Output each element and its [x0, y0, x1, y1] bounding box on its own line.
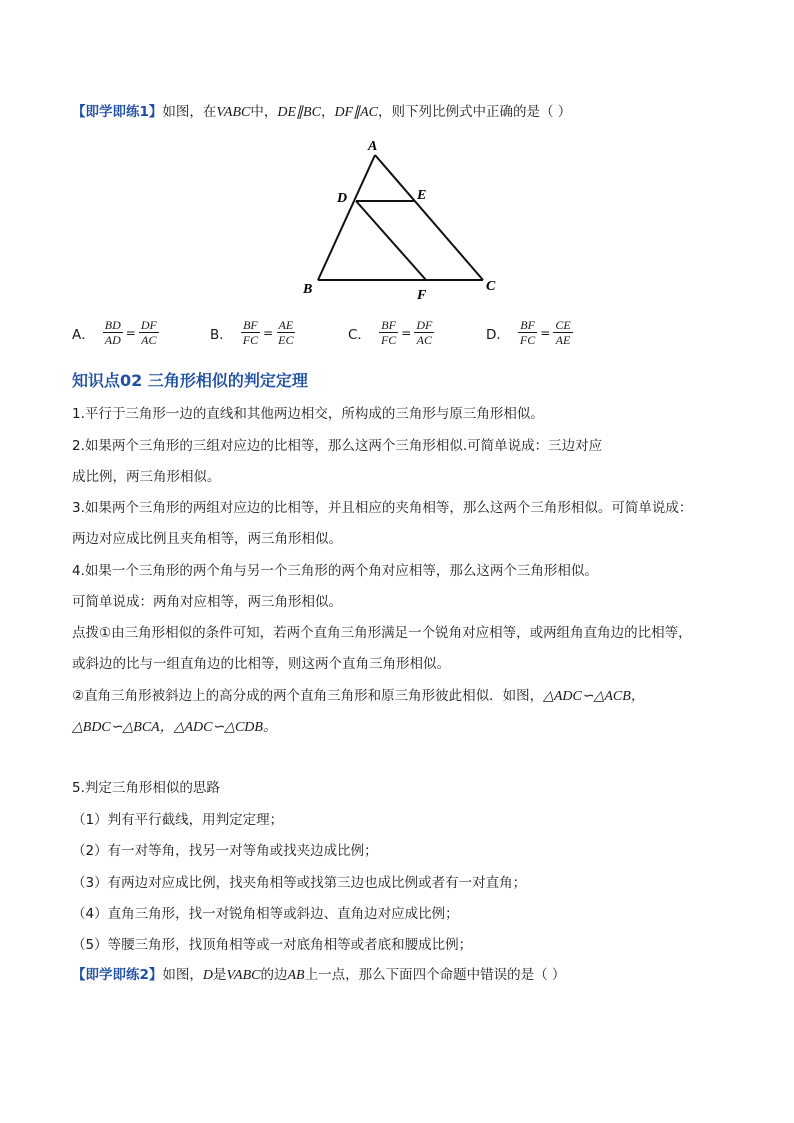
paragraph-1: 1.平行于三角形一边的直线和其他两边相交，所构成的三角形与原三角形相似。 [72, 406, 544, 422]
exercise1-tag: 【即学即练1】 [72, 104, 163, 120]
label-e: E [417, 188, 427, 203]
strategy-4: （4）直角三角形，找一对锐角相等或斜边、直角边对应成比例； [72, 906, 459, 922]
label-a: A [368, 139, 378, 154]
fraction-left: $\frac{BF}{FC}$ [242, 318, 259, 347]
note-1-line-2: 或斜边的比与一组直角边的比相等，则这两个直角三角形相似。 [72, 656, 450, 672]
label-c: C [486, 279, 496, 294]
triangle-figure [295, 135, 510, 310]
paragraph-2-line-2: 成比例，两三角形相似。 [72, 469, 221, 485]
paragraph-4-line-2: 可简单说成：两角对应相等，两三角形相似。 [72, 594, 342, 610]
label-b: B [303, 282, 313, 297]
option-a[interactable]: A． $\frac{BD}{AD}$ = $\frac{DF}{AC}$ [72, 318, 157, 347]
fraction-left: $\frac{BF}{FC}$ [519, 318, 536, 347]
paragraph-3-line-1: 3.如果两个三角形的两组对应边的比相等，并且相应的夹角相等，那么这两个三角形相似。可简单说成： [72, 500, 693, 516]
strategy-1: （1）判有平行截线，用判定定理； [72, 812, 284, 828]
note-2-line-1: ②直角三角形被斜边上的高分成的两个直角三角形和原三角形彼此相似．如图，△ADC∽△ACB， [72, 688, 645, 704]
paragraph-3-line-2: 两边对应成比例且夹角相等，两三角形相似。 [72, 531, 342, 547]
exercise2-tag: 【即学即练2】 [72, 967, 163, 983]
paragraph-2-line-1: 2.如果两个三角形的三组对应边的比相等，那么这两个三角形相似.可简单说成：三边对应 [72, 438, 603, 454]
segment-ac [375, 155, 483, 280]
option-c[interactable]: C． $\frac{BF}{FC}$ = $\frac{DF}{AC}$ [348, 318, 433, 347]
label-d: D [337, 191, 348, 206]
exercise2-question: 【即学即练2】如图，D是VABC的边AB上一点，那么下面四个命题中错误的是（ ） [72, 967, 566, 983]
strategy-2: （2）有一对等角，找另一对等角或找夹边成比例； [72, 843, 378, 859]
option-b[interactable]: B． $\frac{BF}{FC}$ = $\frac{AE}{EC}$ [210, 318, 294, 347]
option-d[interactable]: D． $\frac{BF}{FC}$ = $\frac{CE}{AE}$ [486, 318, 571, 347]
section-heading: 知识点02 三角形相似的判定定理 [72, 371, 308, 390]
note-1-line-1: 点拨①由三角形相似的条件可知，若两个直角三角形满足一个锐角对应相等，或两组角直角边的比相等， [72, 625, 692, 641]
strategy-3: （3）有两边对应成比例，找夹角相等或找第三边也成比例或者有一对直角； [72, 875, 527, 891]
label-f: F [417, 288, 427, 303]
fraction-right: $\frac{AE}{EC}$ [278, 318, 294, 347]
fraction-right: $\frac{CE}{AE}$ [555, 318, 571, 347]
fraction-left: $\frac{BF}{FC}$ [380, 318, 397, 347]
strategy-5: （5）等腰三角形，找顶角相等或一对底角相等或者底和腰成比例； [72, 937, 473, 953]
segment-df [356, 201, 426, 280]
paragraph-4-line-1: 4.如果一个三角形的两个角与另一个三角形的两个角对应相等，那么这两个三角形相似。 [72, 563, 598, 579]
fraction-left: $\frac{BD}{AD}$ [104, 318, 121, 347]
exercise1-question: 【即学即练1】如图，在VABC中，DE∥BC，DF∥AC，则下列比例式中正确的是（ ） [72, 104, 572, 120]
fraction-right: $\frac{DF}{AC}$ [416, 318, 433, 347]
segment-ab [318, 155, 375, 280]
fraction-right: $\frac{DF}{AC}$ [140, 318, 157, 347]
note-2-line-2: △BDC∽△BCA，△ADC∽△CDB。 [72, 720, 277, 735]
paragraph-5: 5.判定三角形相似的思路 [72, 780, 220, 796]
